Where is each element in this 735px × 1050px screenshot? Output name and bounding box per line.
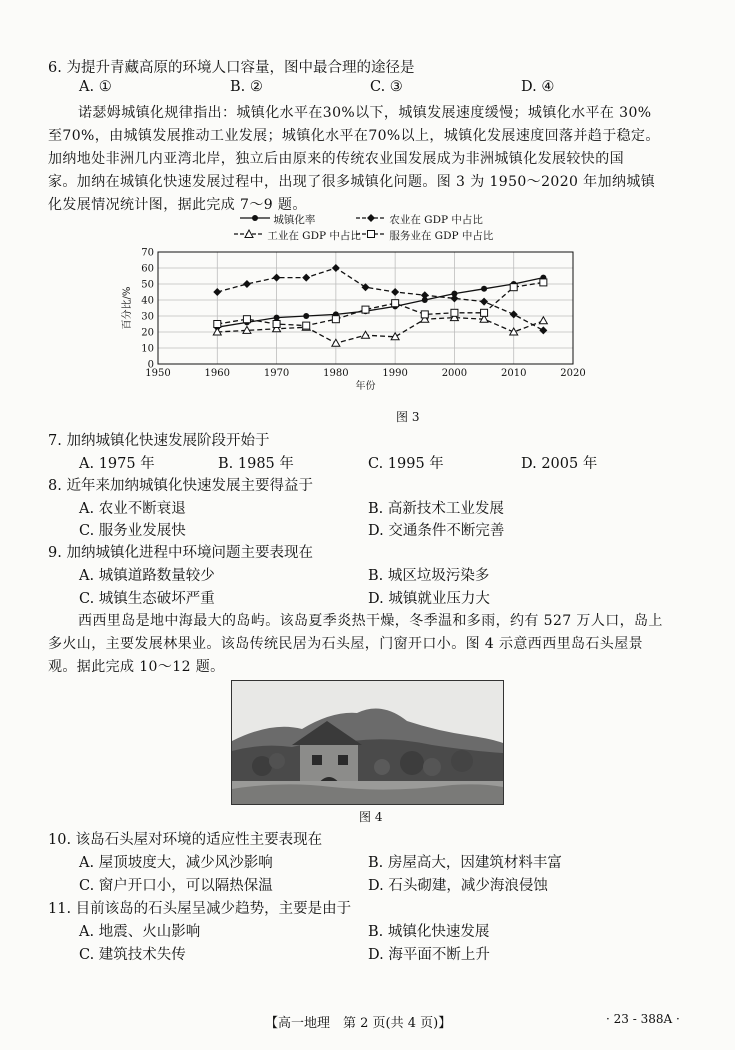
series-3-point-1 [243,316,250,323]
legend-agriculture-marker [356,213,386,223]
series-2-point-4 [332,339,340,346]
figure-4-photo [231,680,504,805]
series-1-point-0 [213,288,221,296]
q6-option-a: A. ① [79,79,112,95]
legend-urbanization-marker [240,213,270,223]
series-1-point-3 [302,274,310,282]
q10-option-d: D. 石头砌建，减少海浪侵蚀 [368,878,548,894]
series-0-point-2 [274,315,280,321]
legend-services-label: 服务业在 GDP 中占比 [389,230,494,242]
y-tick-label-6: 60 [141,263,154,275]
passage2-line-2: 多火山，主要发展林果业。该岛传统民居为石头屋，门窗开口小。图 4 示意西西里岛石头屋景 [48,636,644,652]
q6-option-c: C. ③ [370,79,403,95]
q7-option-a: A. 1975 年 [79,456,155,472]
q9-stem: 9. 加纳城镇化进程中环境问题主要表现在 [48,545,313,561]
series-line-2 [217,318,543,344]
x-tick-label-2: 1970 [263,368,290,379]
q6-option-d: D. ④ [521,79,555,95]
legend-industry-label: 工业在 GDP 中占比 [267,230,361,242]
q7-option-d: D. 2005 年 [521,456,598,472]
legend-industry-marker [234,229,264,239]
series-3-point-2 [273,321,280,328]
y-tick-label-2: 20 [141,327,154,339]
q8-option-b: B. 高新技术工业发展 [368,501,504,517]
x-tick-label-0: 1950 [145,368,171,379]
y-tick-label-0: 0 [147,359,154,371]
footer-page-info: 【高一地理 第 2 页(共 4 页)】 [265,1016,452,1031]
series-line-0 [217,278,543,328]
q6-option-b: B. ② [230,79,263,95]
series-0-point-9 [481,286,487,292]
q9-option-b: B. 城区垃圾污染多 [368,568,490,584]
figure-3-chart [118,242,588,407]
series-3-point-0 [214,321,221,328]
series-line-1 [217,268,543,330]
x-axis-label: 年份 [355,381,376,392]
series-3-point-9 [481,309,488,316]
series-1-point-7 [421,291,429,299]
figure-4-caption: 图 4 [359,810,383,824]
q11-option-a: A. 地震、火山影响 [79,924,201,940]
q8-option-a: A. 农业不断衰退 [79,501,186,517]
figure-3-caption: 图 3 [396,410,420,424]
x-tick-label-3: 1980 [323,368,349,379]
q6-stem: 6. 为提升青藏高原的环境人口容量，图中最合理的途径是 [48,60,415,76]
q10-option-a: A. 屋顶坡度大，减少风沙影响 [79,855,273,871]
series-0-point-3 [303,313,309,319]
passage2-line-3: 观。据此完成 10～12 题。 [48,659,225,675]
passage1-line-1: 诺瑟姆城镇化规律指出：城镇化水平在30%以下，城镇发展速度缓慢；城镇化水平在 30% [78,105,652,121]
legend-services [356,228,493,243]
q9-option-d: D. 城镇就业压力大 [368,591,490,607]
series-1-point-9 [480,298,488,306]
series-3-point-5 [362,306,369,313]
y-tick-label-5: 50 [141,279,154,291]
q11-option-d: D. 海平面不断上升 [368,947,490,963]
footer-code: · 23 - 388A · [606,1012,680,1026]
q7-option-b: B. 1985 年 [218,456,294,472]
series-1-point-8 [450,294,458,302]
series-3-point-4 [332,316,339,323]
x-tick-label-4: 1990 [382,368,408,379]
y-tick-label-4: 40 [141,295,154,307]
q9-option-a: A. 城镇道路数量较少 [79,568,215,584]
series-3-point-7 [421,311,428,318]
q8-stem: 8. 近年来加纳城镇化快速发展主要得益于 [48,478,313,494]
passage1-line-3: 加纳地处非洲几内亚湾北岸，独立后由原来的传统农业国发展成为非洲城镇化发展较快的国 [48,151,624,167]
passage2-line-1: 西西里岛是地中海最大的岛屿。该岛夏季炎热干燥，冬季温和多雨，约有 527 万人口，岛上 [78,613,663,629]
legend-urbanization [240,212,315,227]
passage1-line-5: 化发展情况统计图，据此完成 7～9 题。 [48,197,307,213]
legend-urbanization-label: 城镇化率 [273,214,316,226]
q9-option-c: C. 城镇生态破坏严重 [79,591,215,607]
legend-industry [234,228,361,243]
q7-option-c: C. 1995 年 [368,456,444,472]
series-1-point-5 [362,283,370,291]
q10-option-c: C. 窗户开口小，可以隔热保温 [79,878,273,894]
legend-services-marker [356,229,386,239]
passage1-line-4: 家。加纳在城镇化快速发展过程中，出现了很多城镇化问题。图 3 为 1950～2020 年加纳城镇 [48,174,656,190]
q8-option-c: C. 服务业发展快 [79,523,186,539]
series-1-point-11 [539,326,547,334]
series-3-point-6 [392,300,399,307]
series-3-point-11 [540,279,547,286]
series-1-point-4 [332,264,340,272]
legend-agriculture [356,212,483,227]
series-1-point-10 [510,310,518,318]
series-3-point-8 [451,309,458,316]
q7-stem: 7. 加纳城镇化快速发展阶段开始于 [48,433,270,449]
q10-stem: 10. 该岛石头屋对环境的适应性主要表现在 [48,832,323,848]
passage1-line-2: 至70%，由城镇发展推动工业发展；城镇化水平在70%以上，城镇化发展速度回落并趋于稳定。 [48,128,660,144]
x-tick-label-6: 2010 [500,368,527,379]
y-tick-label-1: 10 [141,343,154,355]
series-1-point-6 [391,288,399,296]
series-3-point-3 [303,322,310,329]
x-tick-label-7: 2020 [560,368,586,379]
series-3-point-10 [510,284,517,291]
x-tick-label-5: 2000 [441,368,468,379]
q11-stem: 11. 目前该岛的石头屋呈减少趋势，主要是由于 [48,901,352,917]
series-1-point-1 [243,280,251,288]
legend-agriculture-label: 农业在 GDP 中占比 [389,214,483,226]
q10-option-b: B. 房屋高大，因建筑材料丰富 [368,855,562,871]
q8-option-d: D. 交通条件不断完善 [368,523,505,539]
x-tick-label-1: 1960 [204,368,231,379]
y-tick-label-3: 30 [141,311,154,323]
q11-option-b: B. 城镇化快速发展 [368,924,490,940]
series-1-point-2 [273,274,281,282]
y-tick-label-7: 70 [141,247,154,259]
series-2-point-11 [539,317,547,324]
y-axis-label: 百分比/% [122,286,133,330]
q11-option-c: C. 建筑技术失传 [79,947,186,963]
